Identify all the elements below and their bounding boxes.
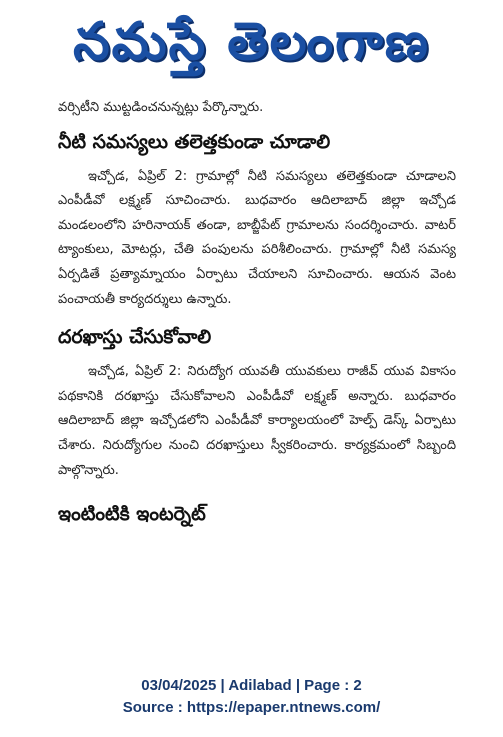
newspaper-title: నమస్తే తెలంగాణ (73, 11, 430, 72)
masthead (0, 0, 503, 96)
footer-date-line: 03/04/2025 | Adilabad | Page : 2 (141, 677, 362, 694)
article-clipping (58, 96, 456, 656)
lead-fragment: వర్సిటీని ముట్టడించనున్నట్లు పేర్కొన్నారు. (58, 100, 264, 115)
cutoff-headline: ఇంటింటికి ఇంటర్నెట్ (58, 503, 206, 526)
story2-headline: దరఖాస్తు చేసుకోవాలి (58, 326, 212, 349)
story1-body: ఇచ్చోడ, ఏప్రిల్ 2: గ్రామాల్లో నీటి సమస్యలు తలెత్తకుండా చూడాలని ఎంపీడీవో లక్ష్మణ్ సూచించారు. బుధవారం ఆదిలాబాద్ జిల్లా ఇచ్చోడ మండలంలోని హరినాయక్ తండా, బాబ్జీపేట్ గ్రామాలను సందర్శించారు. వాటర్ ట్యాంకులు, మోటర్లు, చేతి పంపులను పరిశీలించారు. గ్రామాల్లో నీటి సమస్య ఏర్పడితే ప్రత్యామ్నాయం ఏర్పాటు చేయాలని సూచించారు. ఆయన వెంట పంచాయతీ కార్యదర్శులు ఉన్నారు. (58, 168, 456, 307)
story1-headline: నీటి సమస్యలు తలెత్తకుండా చూడాలి (58, 130, 331, 153)
story2-body: ఇచ్చోడ, ఏప్రిల్ 2: నిరుద్యోగ యువతీ యువకులు రాజీవ్ యువ వికాసం పథకానికి దరఖాస్తు చేసుకోవాలని ఎంపీడీవో లక్ష్మణ్ అన్నారు. బుధవారం ఆదిలాబాద్ జిల్లా ఇచ్చోడలోని ఎంపీడీవో కార్యాలయంలో హెల్ప్ డెస్క్ ఏర్పాటు చేశారు. నిరుద్యోగుల నుంచి దరఖాస్తులు స్వీకరించారు. కార్యక్రమంలో సిబ్బంది పాల్గొన్నారు. (58, 364, 456, 478)
footer-source-line: Source : https://epaper.ntnews.com/ (122, 699, 381, 716)
